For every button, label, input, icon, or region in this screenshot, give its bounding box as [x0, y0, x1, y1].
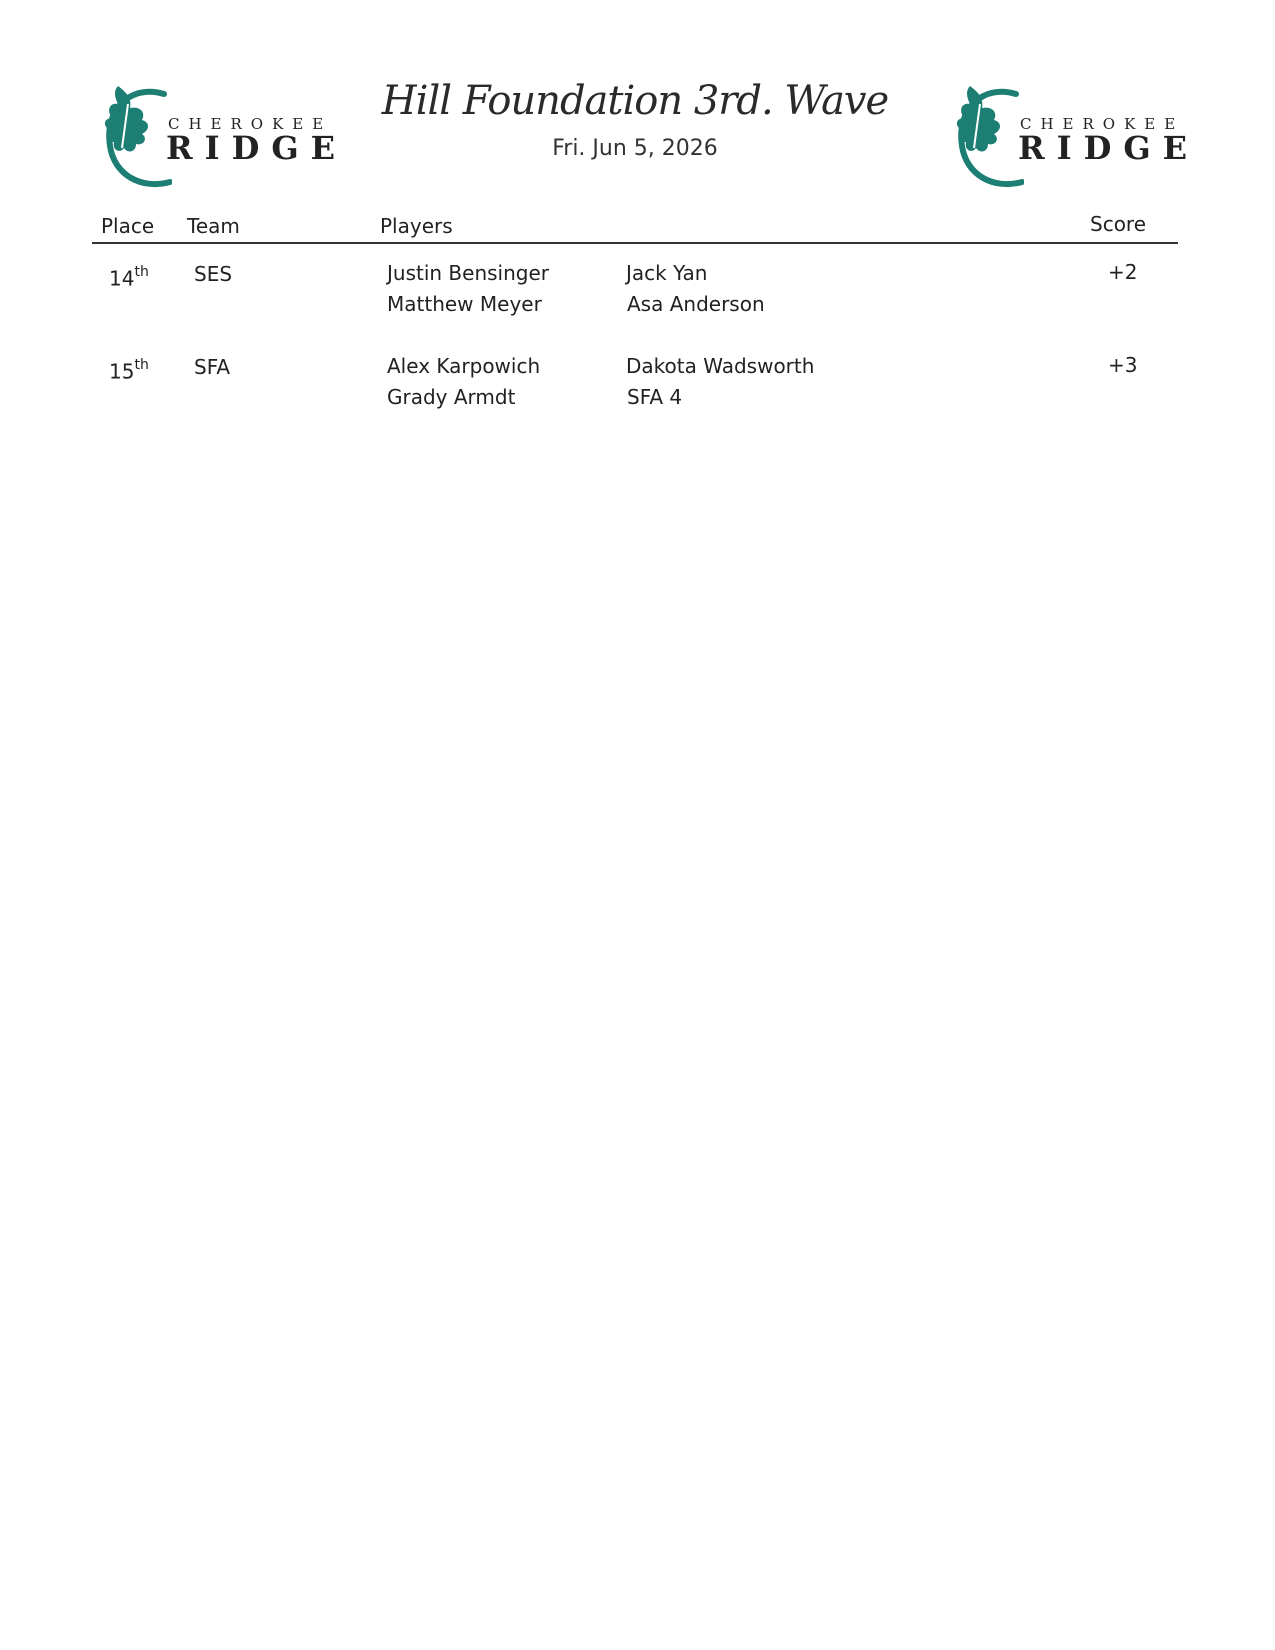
column-header-score: Score — [1090, 212, 1147, 236]
oak-leaf-icon — [944, 78, 1024, 198]
place-cell — [109, 266, 149, 291]
player-name: Jack Yan — [626, 261, 708, 285]
column-header-players: Players — [380, 214, 453, 238]
column-header-team: Team — [187, 214, 240, 238]
logo-line2: RIDGE — [166, 129, 348, 167]
score-cell: +3 — [1108, 353, 1138, 377]
player-name: Grady Armdt — [387, 385, 516, 409]
player-name: Asa Anderson — [627, 292, 765, 316]
player-name: Alex Karpowich — [387, 354, 541, 378]
cherokee-ridge-logo-right — [944, 78, 1200, 198]
logo-line1: CHEROKEE — [1020, 115, 1185, 133]
header-divider — [92, 242, 1178, 244]
score-cell: +2 — [1108, 260, 1138, 284]
place-suffix: th — [134, 264, 149, 280]
logo-line1: CHEROKEE — [168, 115, 333, 133]
event-date: Fri. Jun 5, 2026 — [552, 136, 718, 161]
column-header-place: Place — [101, 214, 155, 238]
cherokee-ridge-logo-left — [92, 78, 348, 198]
team-cell: SFA — [194, 355, 231, 379]
player-name: SFA 4 — [627, 385, 683, 409]
player-name: Dakota Wadsworth — [626, 354, 815, 378]
page-title: Hill Foundation 3rd. Wave — [381, 78, 889, 124]
place-suffix: th — [134, 357, 149, 373]
team-cell: SES — [194, 262, 233, 286]
place-number: 14 — [109, 266, 135, 291]
player-name: Justin Bensinger — [387, 261, 550, 285]
place-number: 15 — [109, 359, 135, 384]
place-cell — [109, 359, 149, 384]
player-name: Matthew Meyer — [387, 292, 542, 316]
oak-leaf-icon — [92, 78, 172, 198]
logo-line2: RIDGE — [1018, 129, 1200, 167]
